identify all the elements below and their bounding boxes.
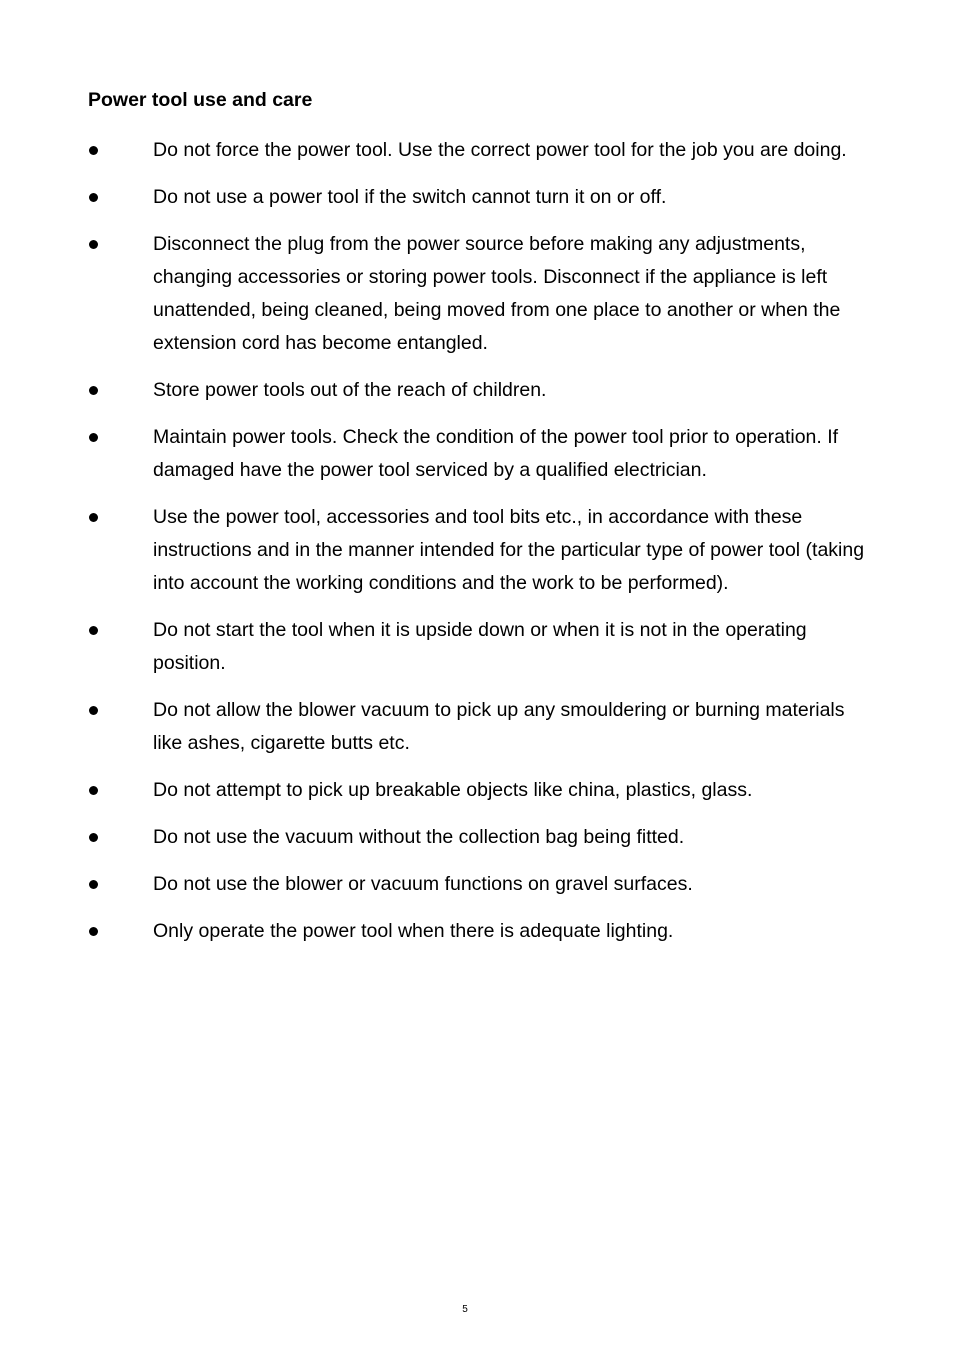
bullet-icon	[89, 240, 98, 249]
list-item-text: Do not start the tool when it is upside down or when it is not in the operating position.	[153, 619, 807, 674]
bullet-list	[88, 134, 878, 962]
bullet-icon	[89, 146, 98, 155]
list-item-text: Disconnect the plug from the power source before making any adjustments, changing accessories or storing power tools. Disconnect if the appliance is left unattended, being cleaned, being moved from one place to another or when the extension cord has become entangled.	[153, 233, 841, 354]
bullet-icon	[89, 880, 98, 889]
list-item	[88, 501, 878, 600]
bullet-icon	[89, 193, 98, 202]
bullet-icon	[89, 833, 98, 842]
bullet-icon	[89, 626, 98, 635]
section-heading: Power tool use and care	[88, 89, 313, 111]
list-item	[88, 694, 878, 760]
list-item	[88, 915, 878, 948]
list-item	[88, 374, 878, 407]
list-item-text: Store power tools out of the reach of children.	[153, 379, 547, 401]
list-item-text: Do not use a power tool if the switch cannot turn it on or off.	[153, 186, 667, 208]
list-item	[88, 421, 878, 487]
list-item-text: Do not force the power tool. Use the correct power tool for the job you are doing.	[153, 139, 847, 161]
list-item	[88, 774, 878, 807]
bullet-icon	[89, 786, 98, 795]
list-item	[88, 228, 878, 360]
bullet-icon	[89, 433, 98, 442]
list-item	[88, 614, 878, 680]
list-item-text: Do not attempt to pick up breakable objects like china, plastics, glass.	[153, 779, 753, 801]
list-item	[88, 821, 878, 854]
bullet-icon	[89, 927, 98, 936]
bullet-icon	[89, 513, 98, 522]
list-item-text: Do not use the blower or vacuum functions on gravel surfaces.	[153, 873, 693, 895]
list-item-text: Maintain power tools. Check the condition of the power tool prior to operation. If damaged have the power tool serviced by a qualified electrician.	[153, 426, 839, 481]
page-number: 5	[462, 1304, 468, 1315]
bullet-icon	[89, 386, 98, 395]
list-item-text: Use the power tool, accessories and tool bits etc., in accordance with these instructions and in the manner intended for the particular type of power tool (taking into account the working conditions and the work to be performed).	[153, 506, 865, 594]
list-item	[88, 134, 878, 167]
list-item	[88, 181, 878, 214]
list-item-text: Do not use the vacuum without the collection bag being fitted.	[153, 826, 685, 848]
list-item-text: Do not allow the blower vacuum to pick up any smouldering or burning materials like ashes, cigarette butts etc.	[153, 699, 845, 754]
bullet-icon	[89, 706, 98, 715]
list-item-text: Only operate the power tool when there is adequate lighting.	[153, 920, 674, 942]
list-item	[88, 868, 878, 901]
